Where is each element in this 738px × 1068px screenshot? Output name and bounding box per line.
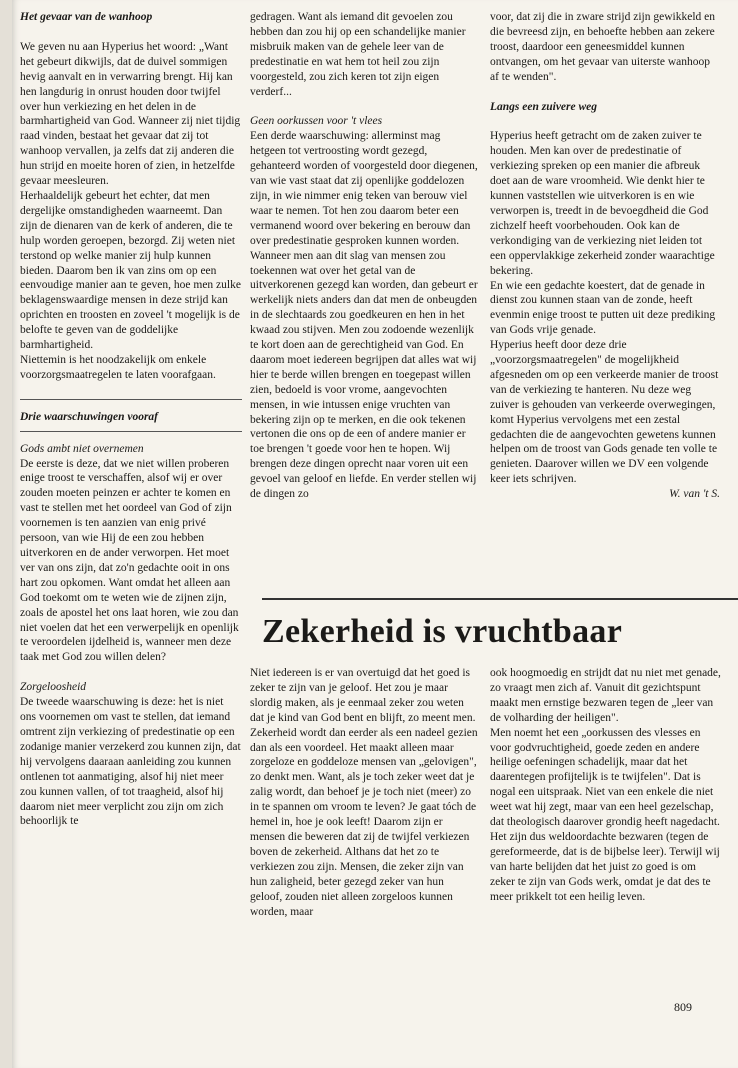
page-number: 809 — [674, 1000, 692, 1014]
paragraph: voor, dat zij die in zware strijd zijn gewikkeld en die bevreesd zijn, en behoefte hebben aan zekere troost, daardoor een geneesmiddel kunnen ontvangen, om het gevaar van uiterste wanhoop af te wenden". — [490, 11, 715, 83]
paragraph: Hyperius heeft getracht om de zaken zuiver te houden. Men kan over de predestinatie of verkiezing spreken op een manier die afbreuk doet aan de ware vroomheid. Wie denkt hier te kunnen vaststellen wie uitverkoren is en wie verworpen is, treedt in de bevoegdheid die God zichzelf heeft voorbehouden. Ook kan de verkondiging van de verkiezing niet leiden tot een oppervlakkige zekerheid zonder waarachtige bekering. — [490, 130, 715, 277]
paragraph: Niet iedereen is er van overtuigd dat het goed is zeker te zijn van je geloof. Het zou je maar slordig maken, als je eenmaal zeker zou weten dat je kind van God bent en blijft, zo meent men. Zekerheid wordt dan eerder als een nadeel gezien dan als een voordeel. Het maakt alleen maar zorgeloze en goddeloze mensen van „gelovigen", zo denkt men. Want, als je toch zeker weet dat je zalig wordt, dan behoef je je toch niet (meer) zo in te spannen om vroom te leven? Je gaat tóch de hemel in, hoe je ook leeft! Daarom zijn er mensen die beweren dat zij de twijfel verkiezen boven de zekerheid. Althans dat het zo te verkiezen zou zijn. Mensen, die zeker zijn van hun zaligheid, beter gezegd zeker van hun geloof, zouden niet alleen zorgeloos kunnen worden, maar — [250, 667, 478, 918]
article2-column-left — [250, 666, 478, 919]
magazine-page — [12, 0, 738, 1068]
subheading: Geen oorkussen voor 't vlees — [250, 115, 383, 128]
paragraph: Men noemt het een „oorkussen des vlesses en voor godvruchtigheid, goede zeden en andere heilige oefeningen schadelijk, maar dat het daarentegen profijtelijk is te twijfelen". Dat is nogal een uitspraak. Niet van een enkele die niet weet wat hij zegt, maar van een heel gezelschap, dat theologisch daarover grondig heeft nagedacht. Het zijn dus weldoordachte bezwaren (tegen de gereformeerde, dat is de bijbelse leer). Terwijl wij van harte belijden dat het juist zo goed is om zeker te zijn van Gods werk, omdat je dat des te meer prikkelt tot een heilig leven. — [490, 726, 720, 903]
paragraph: De tweede waarschuwing is deze: het is niet ons voornemen om vast te stellen, dat iemand omtrent zijn verkiezing of predestinatie op een zodanige manier verzekerd zou kunnen zijn, dat hij vervolgens daaraan aanleiding zou kunnen ontlenen tot aanmatiging, alsof hij niet meer zou kunnen vallen, of tot traagheid, alsof hij daarom niet meer verplicht zou zijn om zich behoorlijk te — [20, 696, 241, 828]
paragraph: De eerste is deze, dat we niet willen proberen enige troost te verschaffen, alsof wij er over zouden moeten peinzen er achter te komen en vast te stellen met het oordeel van God of zijn voornemen is ten aanzien van enig privé persoon, van wie Hij de een zou hebben uitverkoren en de ander verworpen. Het moet ver van ons zijn, dat zo'n gedachte ooit in ons hart zou opkomen. Want omdat het alleen aan God toekomt om te weten wie de zijnen zijn, zoals de apostel het ons laat horen, wie zou dan niet voelen dat het een verwerpelijk en openlijk te veroordelen ijdelheid is, wanneer men deze taak met God zou willen delen? — [20, 457, 239, 664]
paragraph: Hyperius heeft door deze drie „voorzorgsmaatregelen" de mogelijkheid afgesneden om op een verkeerde manier de troost van de verkiezing te hanteren. Nu deze weg zuiver is gehouden van verkeerde overwegingen, komt Hyperius vervolgens met een zestal gedachten die de aangevochten gewetens kunnen helpen om de troost van Gods genade ten volle te genieten. Daarover willen we DV een volgende keer iets schrijven. — [490, 339, 719, 486]
paragraph: gedragen. Want als iemand dit gevoelen zou hebben dan zou hij op een schandelijke manier misbruik maken van de gehele leer van de predestinatie en wat hem tot heil zou zijn voorgesteld, zou zich keren tot zijn eigen verderf... — [250, 11, 466, 98]
paragraph: Een derde waarschuwing: allerminst mag hetgeen tot vertroosting wordt gezegd, gehanteerd worden of voorgesteld door diegenen, van wie vast staat dat zij openlijke goddelozen zijn, in wie nimmer enig teken van berouw viel waar te nemen. Tot hen zou daarom beter een vermanend woord over bekering en berouw dan over predestinatie gesproken kunnen worden. Wanneer men aan dit slag van mensen zou toekennen wat over het getal van de uitverkorenen gezegd kan worden, dan gebeurt er werkelijk niets anders dan dat men de onbeugden in de slechtaards zou goedkeuren en hen in het kwaad zou stijven. Men zou zodoende wezenlijk te kort doen aan de gerechtigheid van God. En daarom moet iedereen begrijpen dat alles wat wij hier te berde willen brengen en toegepast willen zien, bedoeld is voor vrome, aangevochten mensen, in wie intussen enige vruchten van bekering zijn op te merken, en die ook tekenen vertonen die ons op de een of andere manier er toe brengen 't goede voor hen te hopen. Wij brengen deze dingen oprecht naar voren uit een gevoel van geloof en liefde. En verder stellen wij de dingen zo — [250, 130, 478, 501]
paragraph: En wie een gedachte koestert, dat de genade in dienst zou kunnen staan van de zonde, heeft evenmin enige troost te putten uit deze prediking van Gods vrije genade. — [490, 279, 716, 337]
paragraph: Herhaaldelijk gebeurt het echter, dat men dergelijke omstandigheden waarneemt. Dan zijn de dienaren van de kerk of anderen, die te hulp worden geroepen, bezorgd. Zij weten niet terstond op welke manier zij hulp kunnen bieden. Daarom ben ik van zins om op een eenvoudige manier aan te geven, hoe men zulke beklagenswaardige mensen in deze strijd kan oprichten en troosten en zoveel 't mogelijk is de belofte te geven van de goddelijke barmhartigheid. — [20, 189, 241, 352]
column-3 — [490, 10, 720, 502]
divider — [20, 431, 242, 432]
section-heading: Het gevaar van de wanhoop — [20, 11, 153, 23]
headline-rule — [262, 598, 738, 600]
section-heading: Drie waarschuwingen vooraf — [20, 410, 159, 423]
paragraph: We geven nu aan Hyperius het woord: „Want het gebeurt dikwijls, dat de duivel sommigen hevig aanvalt en in verwarring brengt. Hij kan hen langdurig in onrust houden door twijfel over hun verkiezing en het delen in de barmhartigheid van God. Wanneer zij niet tijdig raad vinden, bestaat het gevaar dat zij tot wanhoop vervallen, ja zelfs dat zij anderen die hun strijd en moeite horen of zien, in hetzelfde gevaar meesleuren. — [20, 40, 241, 188]
subheading: Gods ambt niet overnemen — [20, 442, 144, 455]
column-1 — [20, 10, 242, 829]
paragraph: ook hoogmoedig en strijdt dat nu niet met genade, zo vraagt men zich af. Vanuit dit gezichtspunt maakt men ernstige bezwaren tegen de „leer van de volharding der heiligen". — [490, 667, 721, 724]
column-2 — [250, 10, 478, 502]
article-headline: Zekerheid is vruchtbaar — [262, 613, 623, 650]
divider — [20, 399, 242, 400]
subheading: Zorgeloosheid — [20, 681, 87, 694]
paragraph: Niettemin is het noodzakelijk om enkele voorzorgsmaatregelen te laten voorafgaan. — [20, 353, 216, 381]
signature: W. van 't S. — [669, 488, 720, 501]
article2-column-right — [490, 666, 722, 905]
section-heading: Langs een zuivere weg — [490, 100, 598, 113]
